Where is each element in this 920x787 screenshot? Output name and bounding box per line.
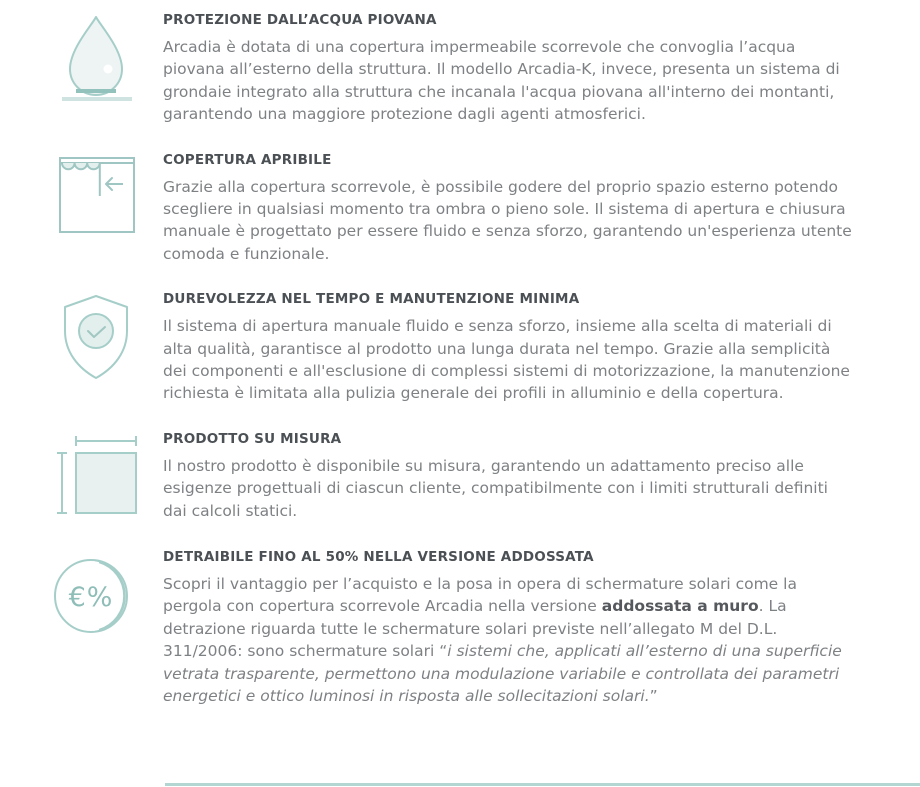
text-column [163, 289, 855, 405]
feature-description: Grazie alla copertura scorrevole, è possibile godere del proprio spazio esterno potendo scegliere in qualsiasi momento tra ombra o pieno sole. Il sistema di apertura e chiusura manuale è progettato per essere fluido e senza sforzo, garantendo un'esperienza utente comoda e funzionale. [163, 177, 852, 263]
feature-openable-cover [0, 150, 920, 266]
shield-clock-icon [44, 291, 148, 383]
feature-rain-protection [0, 10, 920, 126]
section-divider [165, 783, 920, 786]
custom-size-icon [44, 431, 148, 523]
feature-title: DETRAIBILE FINO AL 50% NELLA VERSIONE ADDOSSATA [163, 548, 594, 565]
icon-column [0, 429, 163, 523]
description-text: . La detrazione riguarda tutte le schermature solari previste nell’allegato M del D.L. 311/2006: sono schermature solari “ [163, 597, 787, 661]
feature-tax-deduction [0, 547, 920, 707]
text-column [163, 150, 855, 266]
description-bold-text: addossata a muro [601, 597, 759, 616]
icon-column [0, 10, 163, 126]
icon-column [0, 547, 163, 707]
description-quote-text: i sistemi che, applicati all’esterno di una superficie vetrata trasparente, permettono una modulazione variabile e controllata dei parametri energetici e ottico luminosi in risposta alle sollecitazioni solari. [163, 642, 842, 705]
feature-title: PROTEZIONE DALL’ACQUA PIOVANA [163, 12, 437, 28]
description-text: Scopri il vantaggio per l’acquisto e la posa in opera di schermature solari come la pergola con copertura scorrevole Arcadia nella versione [163, 574, 797, 616]
feature-durability [0, 289, 920, 405]
text-column [163, 547, 855, 707]
icon-column [0, 150, 163, 266]
description-text: ” [649, 686, 658, 705]
text-column [163, 10, 855, 126]
feature-description: Arcadia è dotata di una copertura impermeabile scorrevole che convoglia l’acqua piovana all’esterno della struttura. Il modello Arcadia-K, invece, presenta un sistema di grondaie integrato alla struttura che incanala l'acqua piovana all'interno dei montanti, garantendo una maggiore protezione dagli agenti atmosferici. [163, 38, 840, 124]
icon-column [0, 289, 163, 405]
feature-description: Il nostro prodotto è disponibile su misura, garantendo un adattamento preciso alle esigenze progettuali di ciascun cliente, compatibilmente con i limiti strutturali definiti dai calcoli statici. [163, 456, 828, 520]
water-drop-icon [44, 12, 148, 104]
feature-title: PRODOTTO SU MISURA [163, 430, 342, 447]
feature-title: COPERTURA APRIBILE [163, 151, 332, 168]
feature-description [163, 573, 855, 707]
euro-percent-icon [44, 549, 148, 641]
feature-description: Il sistema di apertura manuale fluido e senza sforzo, insieme alla scelta di materiali di alta qualità, garantisce al prodotto una lunga durata nel tempo. Grazie alla semplicità dei componenti e all'esclusione di complessi sistemi di motorizzazione, la manutenzione richiesta è limitata alla pulizia generale dei profili in alluminio e della copertura. [163, 317, 850, 403]
retractable-cover-icon [44, 152, 148, 244]
text-column [163, 429, 855, 523]
feature-title: DUREVOLEZZA NEL TEMPO E MANUTENZIONE MINIMA [163, 291, 580, 308]
feature-made-to-measure [0, 429, 920, 523]
euro-percent-label: €% [68, 581, 114, 613]
